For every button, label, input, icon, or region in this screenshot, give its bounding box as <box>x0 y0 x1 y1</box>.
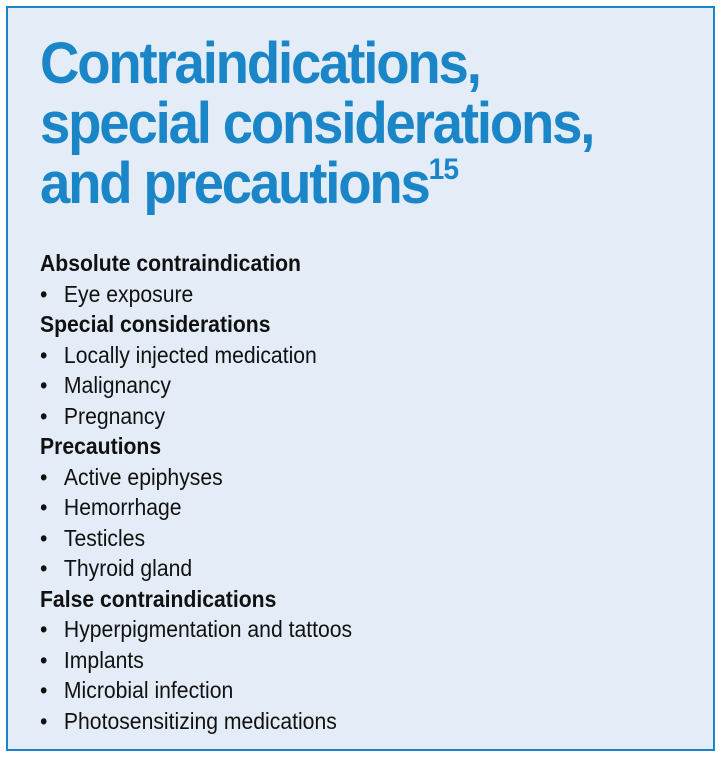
contraindications-list <box>40 248 379 736</box>
list-item <box>40 340 352 371</box>
list-item-label: Active epiphyses <box>63 463 223 490</box>
list-item-label: Eye exposure <box>63 280 194 307</box>
reference-number: 15 <box>428 152 459 186</box>
list-item <box>40 279 352 310</box>
section-heading-precautions: Precautions <box>40 433 162 459</box>
list-item <box>40 645 352 676</box>
bullet-icon: • <box>40 463 48 490</box>
list-item <box>40 614 352 645</box>
bullet-icon: • <box>40 402 48 429</box>
sidebar-box <box>6 6 715 751</box>
bullet-icon: • <box>40 707 48 734</box>
list-item-label: Implants <box>63 646 144 673</box>
title-line-3 <box>40 151 593 216</box>
bullet-icon: • <box>40 372 48 398</box>
list-item <box>40 462 352 493</box>
bullet-icon: • <box>40 646 48 673</box>
list-item <box>40 401 352 432</box>
bullet-icon: • <box>40 616 48 642</box>
list-item-label: Locally injected medication <box>63 341 317 368</box>
section-heading-absolute-contraindication: Absolute contraindication <box>40 250 301 276</box>
list-item-label: Pregnancy <box>63 402 166 429</box>
title-line-2: special considerations, <box>40 91 594 156</box>
list-item-label: Hyperpigmentation and tattoos <box>63 616 353 642</box>
title-line-1: Contraindications, <box>40 31 480 96</box>
list-item <box>40 370 352 401</box>
bullet-icon: • <box>40 555 48 581</box>
section-heading-false-contraindications: False contraindications <box>40 585 277 612</box>
box-title <box>40 31 594 216</box>
list-item-label: Malignancy <box>63 372 171 398</box>
bullet-icon: • <box>40 524 48 551</box>
list-item-label: Microbial infection <box>63 677 234 703</box>
list-item-label: Hemorrhage <box>63 494 182 520</box>
list-item-label: Thyroid gland <box>63 555 193 581</box>
list-item-label: Testicles <box>63 524 146 551</box>
section-heading-special-considerations: Special considerations <box>40 311 271 337</box>
bullet-icon: • <box>40 280 48 307</box>
bullet-icon: • <box>40 341 48 368</box>
list-item <box>40 553 352 584</box>
list-item <box>40 675 352 706</box>
list-item-label: Photosensitizing medications <box>63 707 337 734</box>
list-item <box>40 706 352 737</box>
bullet-icon: • <box>40 494 48 520</box>
bullet-icon: • <box>40 677 48 703</box>
list-item <box>40 492 352 523</box>
list-item <box>40 523 352 554</box>
title-line-3-text: and precautions <box>40 151 429 216</box>
